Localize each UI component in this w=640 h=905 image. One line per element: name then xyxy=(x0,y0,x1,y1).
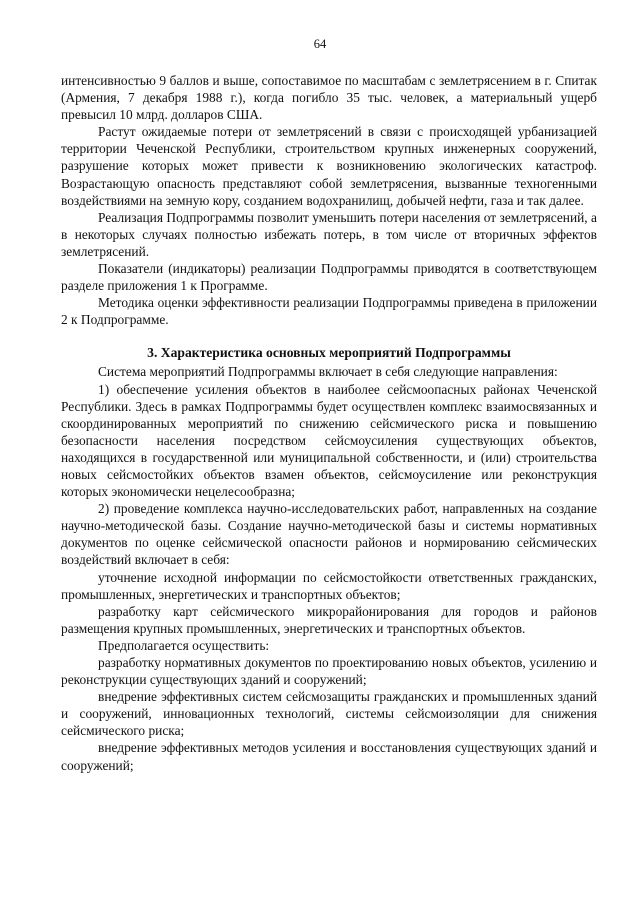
paragraph: 1) обеспечение усиления объектов в наиболее сейсмоопасных районах Чеченской Республики. Здесь в рамках Подпрограммы будет осуществлен комплекс взаимосвязанных и скоординированных мероприятий по снижению сейсмического риска и повышению безопасности населения посредством сейсмоусиления существующих объектов, находящихся в государственной или муниципальной собственности, и (или) строительства новых сейсмостойких объектов взамен объектов, сейсмоусиление или реконструкция которых экономически нецелесообразна; xyxy=(61,381,597,500)
page-number: 64 xyxy=(313,37,327,51)
paragraph: Предполагается осуществить: xyxy=(98,637,270,653)
paragraph: интенсивностью 9 баллов и выше, сопоставимое по масштабам с землетрясением в г. Спитак (Армения, 7 декабря 1988 г.), когда погибло 35 тыс. человек, а материальный ущерб превысил 10 млрд. долларов США. xyxy=(61,73,597,123)
paragraph: Система мероприятий Подпрограммы включает в себя следующие направления: xyxy=(98,364,558,380)
paragraph: 2) проведение комплекса научно-исследовательских работ, направленных на создание научно-методической базы. Создание научно-методической базы и системы нормативных документов по оценке сейсмической опасности районов и нормированию сейсмических воздействий включает в себя: xyxy=(61,501,597,568)
paragraph: разработку карт сейсмического микрорайонирования для городов и районов размещения крупных промышленных, энергетических и транспортных объектов. xyxy=(61,603,597,636)
paragraph: внедрение эффективных систем сейсмозащиты гражданских и промышленных зданий и сооружений, инновационных технологий, системы сейсмоизоляции для снижения сейсмического риска; xyxy=(61,689,597,739)
paragraph: Растут ожидаемые потери от землетрясений в связи с происходящей урбанизацией территории Чеченской Республики, строительством крупных инженерных сооружений, разрушение которых может привести к возникновению экологических катастроф. Возрастающую опасность представляют собой землетрясения, вызванные техногенными воздействиями на земную кору, созданием водохранилищ, добычей нефти, газа и так далее. xyxy=(61,124,597,208)
paragraph: Реализация Подпрограммы позволит уменьшить потери населения от землетрясений, а в некоторых случаях полностью избежать потерь, в том числе от вторичных эффектов землетрясений. xyxy=(61,209,597,259)
paragraph: Методика оценки эффективности реализации Подпрограммы приведена в приложении 2 к Подпрограмме. xyxy=(61,295,597,328)
paragraph: внедрение эффективных методов усиления и восстановления существующих зданий и сооружений; xyxy=(61,740,597,773)
paragraph: уточнение исходной информации по сейсмостойкости ответственных гражданских, промышленных, энергетических и транспортных объектов; xyxy=(61,569,597,602)
paragraph: Показатели (индикаторы) реализации Подпрограммы приводятся в соответствующем разделе приложения 1 к Программе. xyxy=(61,261,597,294)
section-heading: 3. Характеристика основных мероприятий Подпрограммы xyxy=(147,345,511,361)
paragraph: разработку нормативных документов по проектированию новых объектов, усилению и реконструкции существующих зданий и сооружений; xyxy=(61,655,597,688)
body-text xyxy=(61,72,597,774)
